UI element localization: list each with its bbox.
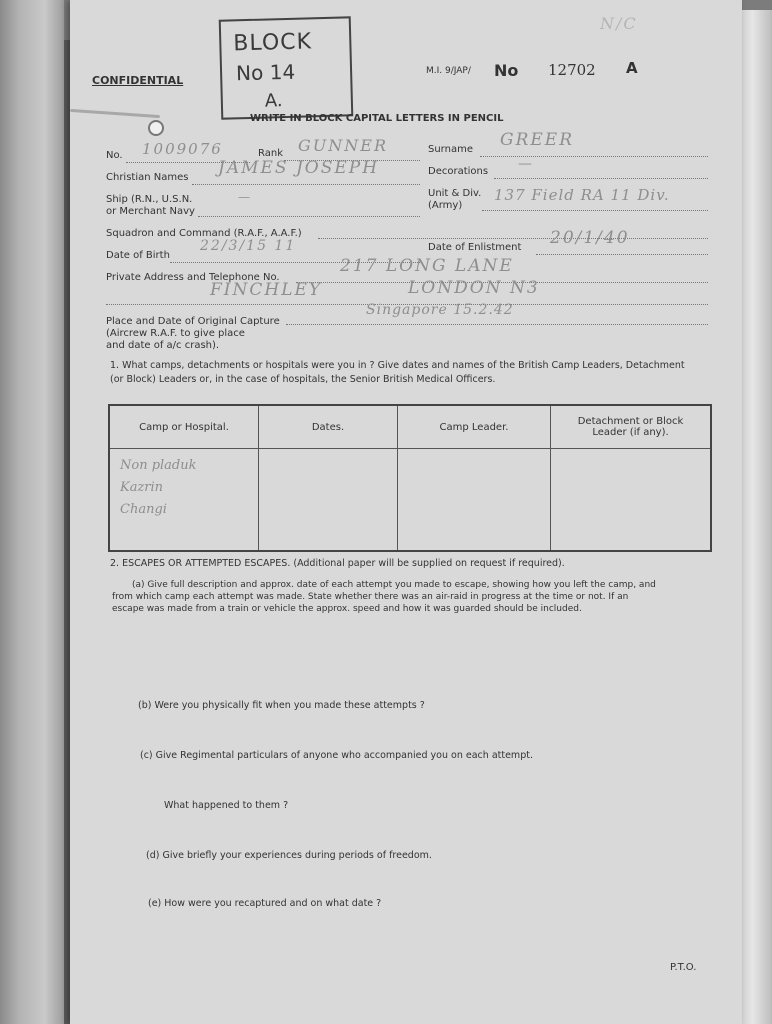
- table-row: [109, 449, 711, 552]
- col-detachment-header-2: Leader (if any).: [592, 427, 669, 438]
- address-value-1: 217 LONG LANE: [340, 256, 514, 276]
- camp-entry: Kazrin: [120, 480, 164, 495]
- unit-line: [482, 210, 708, 211]
- unit-label-2: (Army): [428, 200, 463, 211]
- no-value: 1009076: [142, 140, 223, 158]
- camp-cell: [109, 449, 259, 552]
- dob-label: Date of Birth: [106, 250, 170, 261]
- punch-hole: [148, 120, 164, 136]
- q2-title: 2. ESCAPES OR ATTEMPTED ESCAPES. (Additional paper will be supplied on request if required).: [110, 558, 565, 569]
- corner-mark: N/C: [600, 14, 638, 33]
- q2e: (e) How were you recaptured and on what date ?: [148, 898, 382, 909]
- instruction-line: WRITE IN BLOCK CAPITAL LETTERS IN PENCIL: [250, 113, 504, 124]
- address-label: Private Address and Telephone No.: [106, 272, 280, 283]
- serial-number: 12702: [548, 61, 596, 79]
- decorations-value: —: [518, 156, 534, 172]
- capture-label-3: and date of a/c crash).: [106, 340, 220, 351]
- q2c: (c) Give Regimental particulars of anyone who accompanied you on each attempt.: [140, 750, 533, 761]
- form-page: [70, 0, 742, 1024]
- ship-label-1: Ship (R.N., U.S.N.: [106, 194, 193, 205]
- christian-names-label: Christian Names: [106, 172, 189, 183]
- rank-value: GUNNER: [298, 136, 388, 155]
- rank-label: Rank: [258, 148, 283, 159]
- confidential-label: CONFIDENTIAL: [92, 74, 184, 87]
- unit-label-1: Unit & Div.: [428, 188, 482, 199]
- camps-table: [108, 404, 712, 552]
- address-value-2: FINCHLEY: [210, 280, 323, 300]
- unit-value: 137 Field RA 11 Div.: [494, 186, 670, 204]
- decorations-line: [494, 178, 708, 179]
- ship-value: —: [238, 190, 252, 204]
- stamp-line-3: A.: [264, 90, 283, 112]
- squadron-label: Squadron and Command (R.A.F., A.A.F.): [106, 228, 302, 239]
- camp-entry: Non pladuk: [120, 458, 197, 473]
- squadron-line: [318, 238, 708, 239]
- capture-value: Singapore 15.2.42: [366, 302, 514, 318]
- dob-value: 22/3/15 11: [200, 238, 297, 254]
- q2a-line-1: (a) Give full description and approx. date of each attempt you made to escape, showing how you left the camp, and: [132, 580, 656, 590]
- address-value-3: LONDON N3: [408, 278, 540, 298]
- capture-line: [286, 324, 708, 325]
- no-mark: No: [494, 61, 519, 80]
- binder-spine: [0, 0, 64, 1024]
- table-header-row: [109, 405, 711, 449]
- q2c-followup: What happened to them ?: [164, 800, 289, 811]
- detachment-cell: [551, 449, 712, 552]
- q1-text-2: (or Block) Leaders or, in the case of hospitals, the Senior British Medical Officers.: [110, 374, 496, 385]
- form-ref: M.I. 9/JAP/: [426, 66, 471, 76]
- q2d: (d) Give briefly your experiences during periods of freedom.: [146, 850, 432, 861]
- christian-line: [192, 184, 420, 185]
- q2b: (b) Were you physically fit when you made these attempts ?: [138, 700, 425, 711]
- decorations-label: Decorations: [428, 166, 489, 177]
- col-camp-header: Camp or Hospital.: [109, 405, 259, 449]
- col-dates-header: Dates.: [259, 405, 398, 449]
- capture-label-2: (Aircrew R.A.F. to give place: [106, 328, 245, 339]
- surname-line: [480, 156, 708, 157]
- dates-cell: [259, 449, 398, 552]
- q2a-line-3: escape was made from a train or vehicle the approx. speed and how it was guarded should be included.: [112, 604, 582, 614]
- surname-value: GREER: [500, 130, 574, 150]
- q1-text-1: 1. What camps, detachments or hospitals were you in ? Give dates and names of the British Camp Leaders, Detachment: [110, 360, 685, 371]
- ship-line: [198, 216, 420, 217]
- col-leader-header: Camp Leader.: [398, 405, 551, 449]
- christian-names-value: JAMES JOSEPH: [218, 158, 380, 178]
- enlistment-value: 20/1/40: [550, 228, 630, 248]
- capture-label-1: Place and Date of Original Capture: [106, 316, 280, 327]
- ship-label-2: or Merchant Navy: [106, 206, 195, 217]
- pto-label: P.T.O.: [670, 962, 697, 973]
- leader-cell: [398, 449, 551, 552]
- tag-string: [70, 109, 160, 118]
- camp-entry: Changi: [120, 502, 167, 517]
- enlistment-line: [536, 254, 708, 255]
- block-stamp: [219, 16, 354, 119]
- no-label: No.: [106, 150, 123, 161]
- enlistment-label: Date of Enlistment: [428, 242, 522, 253]
- q2a-line-2: from which camp each attempt was made. State whether there was an air-raid in progress at the time or not. If an: [112, 592, 629, 602]
- surname-label: Surname: [428, 144, 473, 155]
- col-detachment-header-1: Detachment or Block: [577, 416, 684, 427]
- serial-suffix: A: [626, 59, 638, 77]
- stamp-line-1: BLOCK: [233, 29, 313, 57]
- stamp-line-2: No 14: [235, 59, 296, 86]
- stacked-pages: [740, 10, 772, 1024]
- col-detachment-header: [551, 405, 712, 449]
